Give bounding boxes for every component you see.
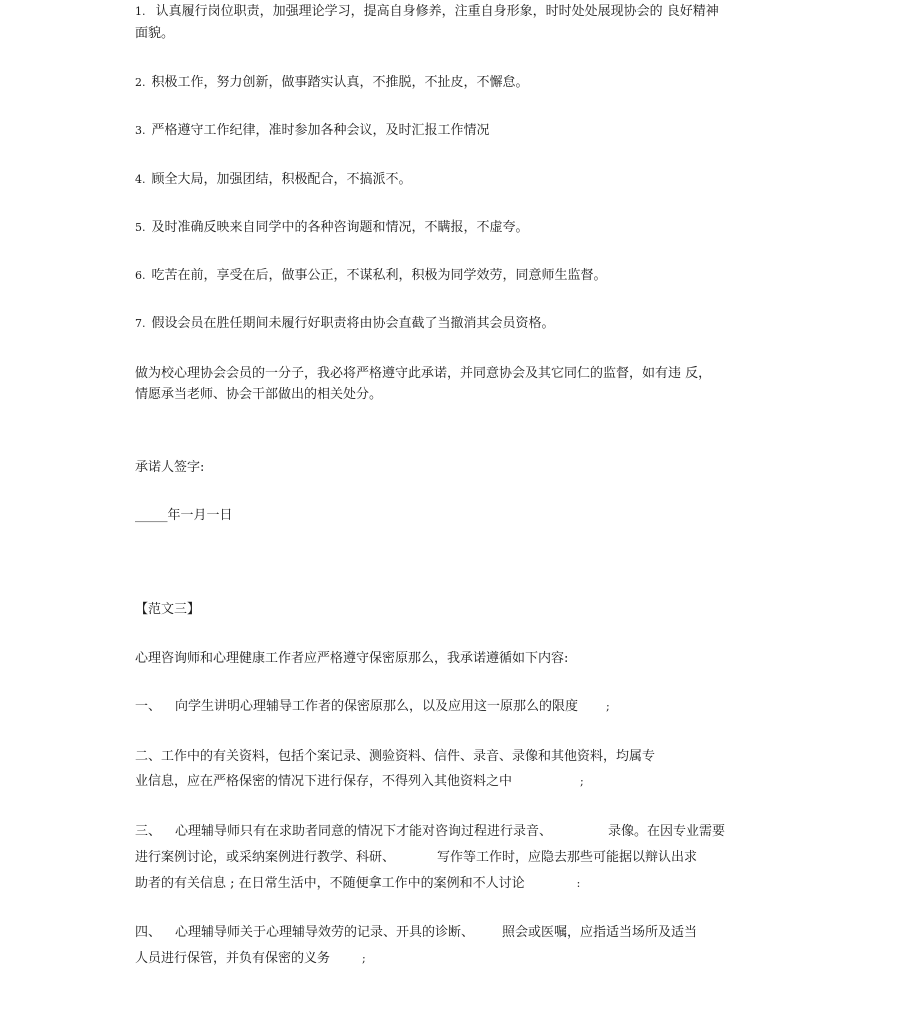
item-number: 4. [135, 173, 146, 186]
item-number: 6. [135, 269, 146, 282]
pledge-line-2: 情愿承当老师、协会干部做出的相关处分。 [135, 387, 383, 402]
signature-label: 承诺人签字: [135, 460, 205, 475]
item-number: 5. [135, 221, 146, 234]
item-1-cont: 面貌。 [135, 26, 175, 41]
item-3 [135, 123, 490, 139]
item-number: 7. [135, 317, 146, 330]
item-text: 吃苦在前，享受在后，做事公正，不谋私利，积极为同学效劳，同意师生监督。 [151, 268, 607, 283]
item-1 [135, 4, 719, 20]
clause-4-line-1 [135, 925, 697, 941]
clause-label: 四、 [135, 925, 162, 940]
clause-2-line-1: 二、工作中的有关资料，包括个案记录、测验资料、信件、录音、录像和其他资料，均属专 [135, 749, 656, 764]
clause-text: 进行案例讨论，或采纳案例进行教学、科研、 [135, 850, 396, 865]
item-text: 及时准确反映来自同学中的各种咨询题和情况，不瞒报，不虚夸。 [151, 220, 529, 235]
clause-end: ; [606, 700, 610, 713]
section-intro: 心理咨询师和心理健康工作者应严格遵守保密原那么，我承诺遵循如下内容: [135, 651, 569, 666]
clause-label: 一、 [135, 699, 162, 714]
item-7 [135, 316, 555, 332]
clause-text: 写作等工作时，应隐去那些可能据以辩认出求 [437, 850, 698, 865]
clause-text: 录像。在因专业需要 [608, 824, 726, 839]
clause-3-line-1 [135, 824, 725, 840]
item-number: 3. [135, 124, 146, 137]
clause-label: 三、 [135, 824, 162, 839]
item-5 [135, 220, 529, 236]
clause-text: 心理辅导师只有在求助者同意的情况下才能对咨询过程进行录音、 [175, 824, 553, 839]
clause-text: 向学生讲明心理辅导工作者的保密原那么，以及应用这一原那么的限度 [175, 699, 579, 714]
clause-4-line-2 [135, 951, 366, 967]
clause-1 [135, 699, 610, 715]
item-text: 严格遵守工作纪律，准时参加各种会议，及时汇报工作情况 [151, 123, 490, 138]
clause-text: 业信息，应在严格保密的情况下进行保存，不得列入其他资料之中 [135, 774, 513, 789]
item-text: 积极工作，努力创新，做事踏实认真，不推脱，不扯皮，不懈怠。 [151, 75, 529, 90]
item-text: 顾全大局，加强团结，积极配合，不搞派不。 [151, 172, 412, 187]
item-2 [135, 75, 529, 91]
date-line: _____年一月一日 [135, 508, 233, 523]
section-heading: 【范文三】 [135, 602, 201, 617]
clause-3-line-2 [135, 850, 697, 866]
item-number: 2. [135, 76, 146, 89]
item-text: 认真履行岗位职责，加强理论学习，提高自身修养，注重自身形象，时时处处展现协会的 良好精神 [151, 4, 719, 19]
pledge-line-1: 做为校心理协会会员的一分子，我必将严格遵守此承诺，并同意协会及其它同仁的监督，如有违 反， [135, 366, 712, 381]
clause-3-line-3 [135, 876, 580, 892]
clause-end: : [576, 877, 581, 890]
item-number: 1. [135, 5, 146, 18]
clause-text: 照会或医嘱，应指适当场所及适当 [502, 925, 698, 940]
clause-end: ; [362, 952, 366, 965]
clause-end: ; [580, 775, 584, 788]
item-text: 假设会员在胜任期间未履行好职责将由协会直截了当撤消其会员资格。 [151, 316, 555, 331]
clause-2-line-2 [135, 774, 584, 790]
item-4 [135, 172, 412, 188]
clause-text: 心理辅导师关于心理辅导效劳的记录、开具的诊断、 [175, 925, 475, 940]
clause-text: 助者的有关信息 ; 在日常生活中，不随便拿工作中的案例和不人讨论 [135, 876, 525, 891]
clause-text: 人员进行保管，并负有保密的义务 [135, 951, 331, 966]
item-6 [135, 268, 607, 284]
